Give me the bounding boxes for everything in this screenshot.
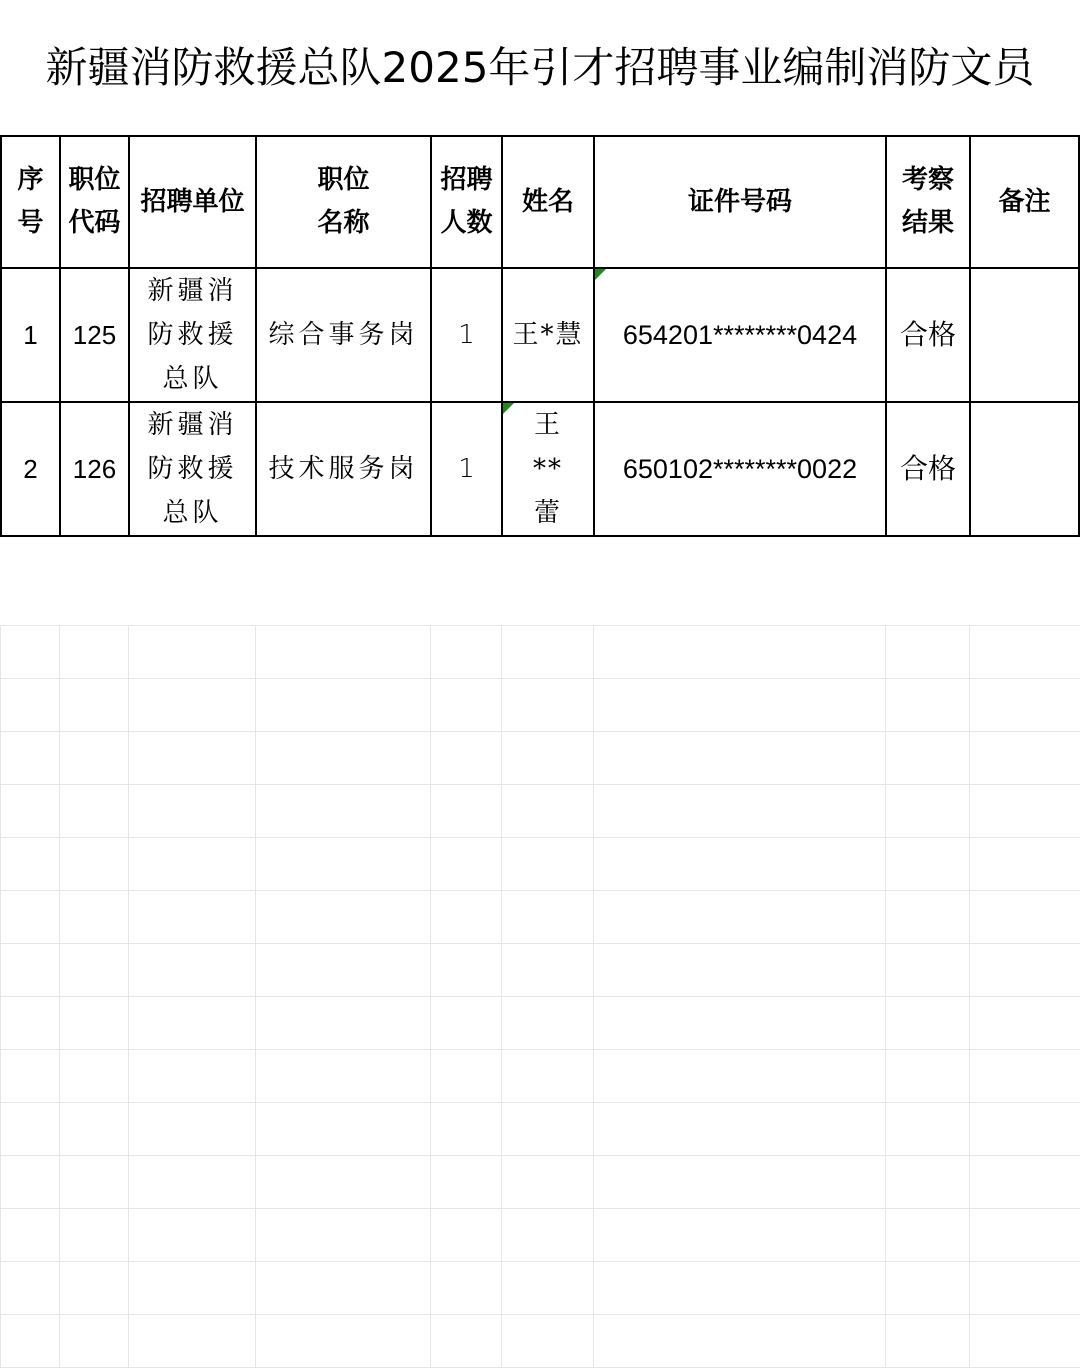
empty-cell[interactable]: [594, 679, 886, 732]
empty-cell[interactable]: [502, 785, 594, 838]
header-result[interactable]: 考察结果: [886, 136, 970, 268]
empty-cell[interactable]: [886, 838, 970, 891]
empty-cell[interactable]: [60, 997, 129, 1050]
empty-cell[interactable]: [594, 785, 886, 838]
cell-seq[interactable]: 2: [1, 402, 60, 536]
empty-row: [1, 1262, 1080, 1315]
empty-row: [1, 891, 1080, 944]
cell-code[interactable]: 126: [60, 402, 129, 536]
empty-cell[interactable]: [1, 944, 60, 997]
empty-cell[interactable]: [886, 1156, 970, 1209]
empty-row: [1, 679, 1080, 732]
empty-cell[interactable]: [1, 679, 60, 732]
empty-cell[interactable]: [502, 997, 594, 1050]
empty-cell[interactable]: [502, 679, 594, 732]
empty-cell[interactable]: [594, 891, 886, 944]
empty-cell[interactable]: [1, 1209, 60, 1262]
header-id[interactable]: 证件号码: [594, 136, 886, 268]
empty-cell[interactable]: [502, 1315, 594, 1368]
empty-cell[interactable]: [594, 1050, 886, 1103]
empty-cell[interactable]: [502, 944, 594, 997]
empty-cell[interactable]: [594, 1209, 886, 1262]
empty-cell[interactable]: [256, 838, 431, 891]
empty-cell[interactable]: [431, 626, 502, 679]
empty-cell[interactable]: [431, 1209, 502, 1262]
empty-cell[interactable]: [60, 1209, 129, 1262]
empty-cell[interactable]: [594, 1262, 886, 1315]
header-row: [1, 136, 1079, 268]
empty-cell[interactable]: [256, 891, 431, 944]
empty-cell[interactable]: [431, 1156, 502, 1209]
empty-cell[interactable]: [970, 1209, 1080, 1262]
empty-cell[interactable]: [886, 1315, 970, 1368]
empty-cell[interactable]: [970, 891, 1080, 944]
empty-cell[interactable]: [886, 785, 970, 838]
empty-cell[interactable]: [256, 1156, 431, 1209]
empty-cell[interactable]: [129, 944, 256, 997]
cell-result[interactable]: 合格: [886, 268, 970, 402]
empty-row: [1, 1209, 1080, 1262]
empty-cell[interactable]: [129, 626, 256, 679]
empty-cell[interactable]: [502, 732, 594, 785]
empty-cell[interactable]: [886, 732, 970, 785]
empty-cell[interactable]: [256, 1262, 431, 1315]
cell-name[interactable]: [502, 402, 594, 536]
empty-cell[interactable]: [60, 732, 129, 785]
empty-cell[interactable]: [502, 1050, 594, 1103]
cell-code[interactable]: 125: [60, 268, 129, 402]
empty-cell[interactable]: [502, 1156, 594, 1209]
empty-row: [1, 944, 1080, 997]
empty-cell[interactable]: [1, 1262, 60, 1315]
empty-cell[interactable]: [886, 997, 970, 1050]
empty-cell[interactable]: [970, 679, 1080, 732]
empty-row: [1, 785, 1080, 838]
empty-cell[interactable]: [594, 1156, 886, 1209]
page-title: 新疆消防救援总队2025年引才招聘事业编制消防文员: [0, 0, 1080, 136]
empty-cell[interactable]: [594, 997, 886, 1050]
cell-name-text: 王**蕾: [503, 403, 593, 535]
empty-row: [1, 1315, 1080, 1368]
empty-cell[interactable]: [1, 626, 60, 679]
empty-cell[interactable]: [129, 1103, 256, 1156]
empty-cell[interactable]: [129, 679, 256, 732]
empty-cell[interactable]: [1, 785, 60, 838]
cell-position[interactable]: 技术服务岗: [256, 402, 431, 536]
empty-cell[interactable]: [502, 1262, 594, 1315]
empty-cell[interactable]: [129, 891, 256, 944]
empty-cell[interactable]: [431, 785, 502, 838]
empty-cell[interactable]: [502, 626, 594, 679]
empty-cell[interactable]: [970, 1050, 1080, 1103]
empty-cell[interactable]: [60, 1315, 129, 1368]
header-code[interactable]: 职位代码: [60, 136, 129, 268]
empty-cell[interactable]: [431, 1103, 502, 1156]
empty-cell[interactable]: [886, 944, 970, 997]
results-table: [0, 135, 1080, 537]
empty-cell[interactable]: [970, 1262, 1080, 1315]
table-row: [1, 402, 1079, 536]
header-unit[interactable]: 招聘单位: [129, 136, 256, 268]
comment-marker-icon: [595, 269, 606, 280]
empty-row: [1, 1050, 1080, 1103]
empty-cell[interactable]: [129, 838, 256, 891]
empty-cell[interactable]: [502, 1209, 594, 1262]
cell-seq[interactable]: 1: [1, 268, 60, 402]
empty-cell[interactable]: [431, 732, 502, 785]
empty-cell[interactable]: [129, 1315, 256, 1368]
empty-cell[interactable]: [886, 1209, 970, 1262]
empty-row: [1, 732, 1080, 785]
empty-cell[interactable]: [594, 1315, 886, 1368]
empty-cell[interactable]: [502, 838, 594, 891]
empty-cell[interactable]: [129, 1156, 256, 1209]
empty-cell[interactable]: [594, 732, 886, 785]
cell-id[interactable]: [594, 268, 886, 402]
cell-position[interactable]: 综合事务岗: [256, 268, 431, 402]
empty-row: [1, 626, 1080, 679]
empty-row: [1, 1156, 1080, 1209]
empty-cell[interactable]: [970, 997, 1080, 1050]
empty-cell[interactable]: [60, 891, 129, 944]
empty-cell[interactable]: [594, 944, 886, 997]
empty-cell[interactable]: [1, 891, 60, 944]
empty-cell[interactable]: [502, 891, 594, 944]
empty-cell[interactable]: [129, 1262, 256, 1315]
empty-cell[interactable]: [1, 1156, 60, 1209]
empty-cell[interactable]: [970, 732, 1080, 785]
cell-count[interactable]: 1: [431, 268, 502, 402]
empty-cell[interactable]: [970, 1315, 1080, 1368]
header-position[interactable]: 职位名称: [256, 136, 431, 268]
empty-cell[interactable]: [256, 785, 431, 838]
cell-name[interactable]: 王*慧: [502, 268, 594, 402]
empty-cell[interactable]: [129, 997, 256, 1050]
empty-cell[interactable]: [970, 838, 1080, 891]
empty-cell[interactable]: [970, 1156, 1080, 1209]
empty-cell[interactable]: [60, 1050, 129, 1103]
cell-id[interactable]: [594, 402, 886, 536]
empty-cell[interactable]: [886, 1262, 970, 1315]
empty-cell[interactable]: [431, 1050, 502, 1103]
empty-cell[interactable]: [431, 1315, 502, 1368]
empty-cell[interactable]: [256, 679, 431, 732]
empty-cell[interactable]: [431, 944, 502, 997]
header-note[interactable]: 备注: [970, 136, 1079, 268]
header-seq[interactable]: 序号: [1, 136, 60, 268]
empty-row: [1, 838, 1080, 891]
empty-cell[interactable]: [60, 1156, 129, 1209]
empty-cell[interactable]: [970, 944, 1080, 997]
empty-cell[interactable]: [594, 1103, 886, 1156]
empty-cell[interactable]: [431, 891, 502, 944]
empty-cell[interactable]: [594, 626, 886, 679]
empty-cell[interactable]: [1, 1050, 60, 1103]
empty-cell[interactable]: [256, 626, 431, 679]
empty-cell[interactable]: [886, 1050, 970, 1103]
cell-id-text: 654201********0424: [623, 320, 857, 350]
header-name[interactable]: 姓名: [502, 136, 594, 268]
empty-grid: [0, 625, 1080, 1368]
empty-cell[interactable]: [886, 679, 970, 732]
empty-cell[interactable]: [886, 891, 970, 944]
empty-cell[interactable]: [970, 1103, 1080, 1156]
empty-row: [1, 997, 1080, 1050]
empty-cell[interactable]: [970, 785, 1080, 838]
empty-cell[interactable]: [60, 944, 129, 997]
empty-cell[interactable]: [1, 1103, 60, 1156]
empty-cell[interactable]: [594, 838, 886, 891]
empty-cell[interactable]: [970, 626, 1080, 679]
empty-cell[interactable]: [60, 626, 129, 679]
empty-cell[interactable]: [60, 785, 129, 838]
cell-unit[interactable]: 新疆消防救援总队: [129, 268, 256, 402]
empty-cell[interactable]: [60, 1262, 129, 1315]
empty-cell[interactable]: [256, 1103, 431, 1156]
cell-note[interactable]: [970, 268, 1079, 402]
empty-cell[interactable]: [1, 732, 60, 785]
empty-cell[interactable]: [256, 1315, 431, 1368]
empty-cell[interactable]: [1, 997, 60, 1050]
empty-cell[interactable]: [256, 997, 431, 1050]
empty-cell[interactable]: [129, 1209, 256, 1262]
empty-cell[interactable]: [431, 679, 502, 732]
cell-count[interactable]: 1: [431, 402, 502, 536]
empty-cell[interactable]: [60, 679, 129, 732]
empty-cell[interactable]: [256, 732, 431, 785]
empty-cell[interactable]: [60, 1103, 129, 1156]
comment-marker-icon: [503, 403, 514, 414]
empty-cell[interactable]: [129, 1050, 256, 1103]
empty-cell[interactable]: [431, 997, 502, 1050]
empty-row: [1, 1103, 1080, 1156]
empty-cell[interactable]: [1, 838, 60, 891]
empty-cell[interactable]: [431, 1262, 502, 1315]
cell-result[interactable]: 合格: [886, 402, 970, 536]
empty-cell[interactable]: [256, 1050, 431, 1103]
empty-cell[interactable]: [502, 1103, 594, 1156]
cell-unit[interactable]: 新疆消防救援总队: [129, 402, 256, 536]
table-row: [1, 268, 1079, 402]
empty-cell[interactable]: [431, 838, 502, 891]
empty-cell[interactable]: [256, 1209, 431, 1262]
empty-cell[interactable]: [886, 1103, 970, 1156]
empty-cell[interactable]: [256, 944, 431, 997]
empty-cell[interactable]: [886, 626, 970, 679]
header-count[interactable]: 招聘人数: [431, 136, 502, 268]
empty-cell[interactable]: [60, 838, 129, 891]
cell-id-text: 650102********0022: [623, 454, 857, 484]
empty-cell[interactable]: [129, 732, 256, 785]
empty-cell[interactable]: [1, 1315, 60, 1368]
cell-note[interactable]: [970, 402, 1079, 536]
empty-cell[interactable]: [129, 785, 256, 838]
